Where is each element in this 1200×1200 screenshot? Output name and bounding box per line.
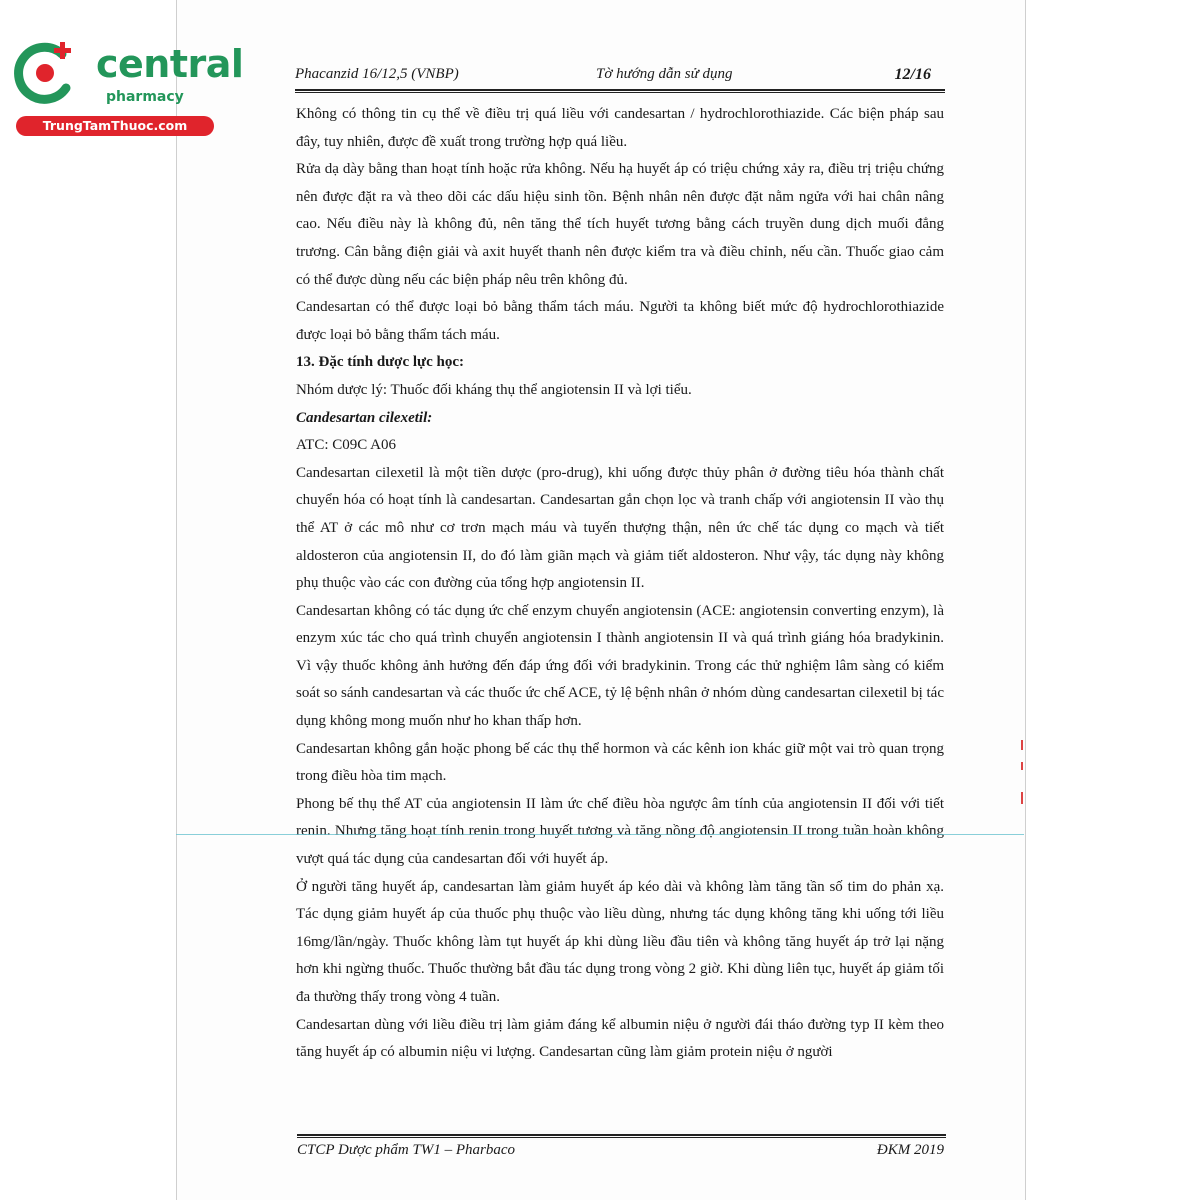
body-paragraph: Candesartan cilexetil là một tiền dược (pro-drug), khi uống được thủy phân ở đường tiêu hóa thành chất chuyển hóa có hoạt tính là candesartan. Candesartan gắn chọn lọc và tranh chấp với angiotensin II vào thụ thể AT ở các mô như cơ trơn mạch máu và tuyến thượng thận, nên ức chế tác dụng co mạch và tiết aldosteron của angiotensin II, do đó làm giãn mạch và giảm tiết aldosteron. Như vậy, tác dụng này không phụ thuộc vào các con đường của tổng hợp angiotensin II. [296, 464, 944, 592]
footer-company: CTCP Dược phẩm TW1 – Pharbaco [297, 1142, 515, 1158]
logo-site-link[interactable]: TrungTamThuoc.com [16, 116, 214, 136]
section-heading: 13. Đặc tính dược lực học: [296, 354, 464, 371]
body-paragraph: ATC: C09C A06 [296, 437, 397, 454]
body-paragraph: Rửa dạ dày bằng than hoạt tính hoặc rửa không. Nếu hạ huyết áp có triệu chứng xảy ra, điều trị triệu chứng nên được đặt ra và theo dõi các dấu hiệu sinh tồn. Bệnh nhân nên được đặt nằm ngửa với hai chân nâng cao. Nếu điều này là không đủ, nên tăng thể tích huyết tương bằng cách truyền dung dịch muối đẳng trương. Cân bằng điện giải và axit huyết thanh nên được kiểm tra và điều chỉnh, nếu cần. Thuốc giao cảm có thể được dùng nếu các biện pháp nêu trên không đủ. [296, 161, 944, 288]
header-page-number: 12/16 [894, 66, 931, 83]
logo-sub: pharmacy [106, 89, 184, 105]
scan-artifact-line [176, 834, 1024, 835]
body-paragraph: Không có thông tin cụ thể về điều trị quá liều với candesartan / hydrochlorothiazide. Các biện pháp sau đây, tuy nhiên, được đề xuất trong trường hợp quá liều. [296, 106, 944, 150]
document-body [296, 101, 944, 1067]
header-product: Phacanzid 16/12,5 (VNBP) [295, 66, 459, 82]
scan-artifact-marks [1019, 740, 1025, 810]
page-header [295, 66, 945, 88]
subsection-heading: Candesartan cilexetil: [296, 409, 433, 426]
central-pharmacy-logo [10, 38, 244, 138]
pharmacy-cross-ring-icon [12, 40, 78, 106]
body-paragraph: Candesartan không có tác dụng ức chế enzym chuyển angiotensin (ACE: angiotensin converting enzym), là enzym xúc tác cho quá trình chuyển angiotensin I thành angiotensin II và quá trình giáng hóa bradykinin. Vì vậy thuốc không ảnh hưởng đến đáp ứng đối với bradykinin. Trong các thử nghiệm lâm sàng có kiểm soát so sánh candesartan và các thuốc ức chế ACE, tỷ lệ bệnh nhân ở nhóm dùng candesartan cilexetil bị tác dụng không mong muốn như ho khan thấp hơn. [296, 602, 944, 730]
body-paragraph: Ở người tăng huyết áp, candesartan làm giảm huyết áp kéo dài và không làm tăng tần số tim do phản xạ. Tác dụng giảm huyết áp của thuốc phụ thuộc vào liều dùng, nhưng tác dụng không tăng khi uống tới liều 16mg/lần/ngày. Thuốc không làm tụt huyết áp khi dùng liều đầu tiên và không tăng huyết áp trở lại nặng hơn khi ngừng thuốc. Thuốc thường bắt đầu tác dụng trong vòng 2 giờ. Khi dùng liên tục, huyết áp giảm tối đa thường thấy trong vòng 4 tuần. [296, 878, 944, 1005]
body-paragraph: Candesartan có thể được loại bỏ bằng thẩm tách máu. Người ta không biết mức độ hydrochlorothiazide được loại bỏ bằng thẩm tách máu. [296, 299, 944, 343]
body-paragraph: Candesartan không gắn hoặc phong bế các thụ thể hormon và các kênh ion khác giữ một vai trò quan trọng trong điều hòa tim mạch. [296, 740, 944, 785]
body-paragraph: Candesartan dùng với liều điều trị làm giảm đáng kể albumin niệu ở người đái tháo đường typ II kèm theo tăng huyết áp có albumin niệu vi lượng. Candesartan cũng làm giảm protein niệu ở người [296, 1016, 944, 1061]
footer-registration: ĐKM 2019 [876, 1142, 944, 1158]
body-paragraph: Nhóm dược lý: Thuốc đối kháng thụ thể angiotensin II và lợi tiểu. [296, 381, 692, 398]
page-footer [297, 1142, 946, 1164]
header-document-type: Tờ hướng dẫn sử dụng [596, 66, 733, 82]
body-paragraph: Phong bế thụ thể AT của angiotensin II làm ức chế điều hòa ngược âm tính của angiotensin II đối với tiết renin. Nhưng tăng hoạt tính renin trong huyết tương và tăng nồng độ angiotensin II trong tuần hoàn không vượt quá tác dụng của candesartan đối với huyết áp. [296, 795, 944, 868]
logo-brand: central [96, 42, 244, 86]
footer-rule [297, 1134, 946, 1138]
header-rule [295, 89, 945, 93]
